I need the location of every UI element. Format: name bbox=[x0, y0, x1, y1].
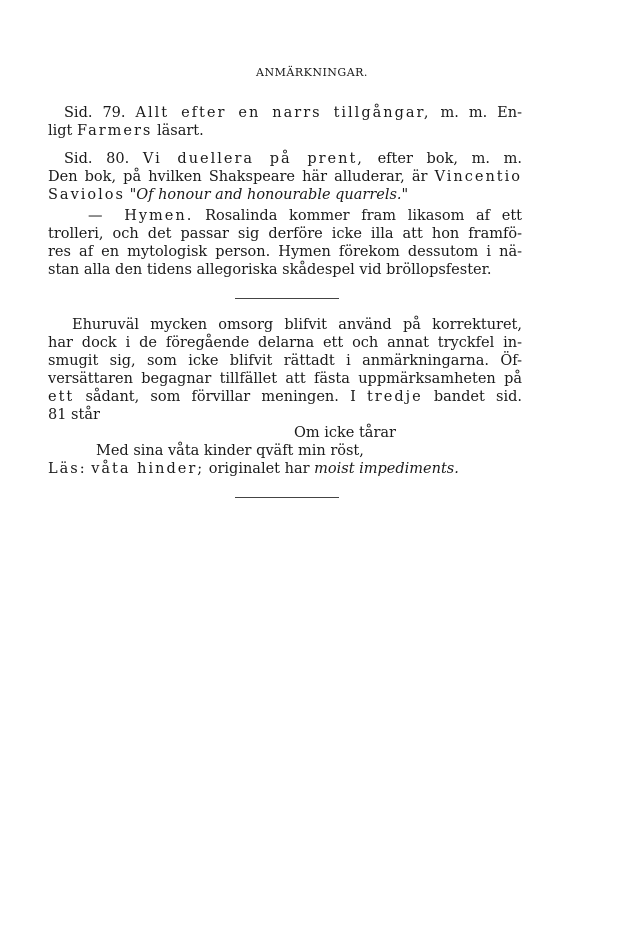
verse-line-2: Med sina våta kinder qväft min röst, bbox=[96, 443, 364, 459]
section-divider bbox=[235, 497, 339, 498]
section-divider bbox=[235, 298, 339, 299]
note-sid-80: Sid. 80. Vi duellera på prent, efter bok, m. m. Den bok, på hvilken Shakspeare här alluderar, är Vincentio Saviolos "Of honour and honourable quarrels." bbox=[48, 151, 523, 203]
correction-line: Läs: våta hinder; originalet har moist impediments. bbox=[48, 461, 459, 477]
verse-line-1: Om icke tårar bbox=[294, 425, 396, 441]
note-sid-79: Sid. 79. Allt efter en narrs tillgångar, m. m. En- ligt Farmers läsart. bbox=[48, 105, 523, 139]
erratum-paragraph: Ehuruväl mycken omsorg blifvit använd på korrekturet, har dock i de föregående delarna ett och annat tryckfel in- smugit sig, som icke blifvit rättadt i anmärkningarna. Öf- versättaren begagnar tillfället att fästa uppmärksamheten på ett sådant, som förvillar meningen. I tredje bandet sid. 81 står bbox=[48, 317, 522, 423]
note-hymen: — Hymen. Rosalinda kommer fram likasom af ett trolleri, och det passar sig derföre icke illa att hon framfö- res af en mytologisk person. Hymen förekom dessutom i nä- stan alla den tidens allegoriska skådespel vid bröllopsfester. bbox=[48, 208, 522, 278]
page-title: ANMÄRKNINGAR. bbox=[256, 66, 368, 79]
